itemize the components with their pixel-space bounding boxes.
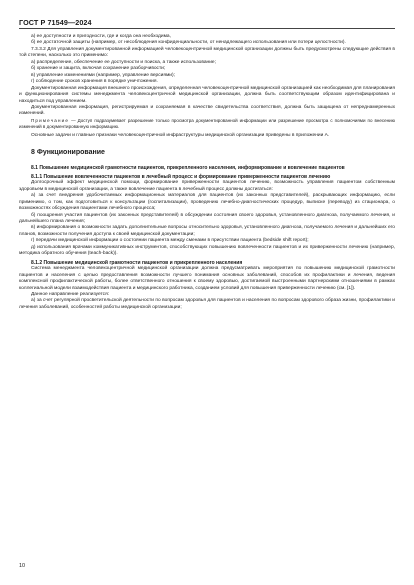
body-paragraph: б) ее достаточной защиты (например, от несоблюдения конфиденциальности, от ненадлежащего использования или потери целостности). (31, 40, 346, 46)
body-paragraph: Документированная информация, регистрируемая и сохраняемая в качестве свидетельства соответствия, должна быть защищена от непреднамеренных изменений. (19, 104, 395, 117)
document-body (19, 34, 395, 311)
body-paragraph: д) использования врачами коммуникативных инструментов, способствующих повышению вовлеченности пациентов и их приверженности лечению (например, методика обратного обучения (teach-back)). (19, 244, 395, 257)
header-divider (19, 28, 395, 29)
body-paragraph: г) соблюдение сроков хранения в порядке уничтожения. (31, 79, 158, 85)
subsection-heading: 8.1.2 Повышение медицинской грамотности пациентов и прикрепленного населения (31, 259, 243, 266)
body-paragraph: а) за счет внедрения удобочитаемых информационных материалов для пациентов (их законных представителей), раскрывающих информацию, если применимо, о том, как подготовиться к консультации (госпитализации), проведению лечебно-диагностических процедур, выписке (переводу) из стационара, о возможностях обсуждения пациентами лечебного процесса; (19, 193, 395, 212)
section-heading: 8 Функционирование (31, 149, 105, 157)
body-paragraph: в) управление изменениями (например, управление версиями); (31, 72, 175, 78)
body-paragraph: г) передачи медицинской информации о состоянии пациента между сменами в присутствии пациента (bedside shift report); (31, 238, 309, 244)
note-text: — Доступ подразумевает разрешение только просмотра документированной информации или разрешение просмотра с полномочиями по внесению изменений в документированную информацию. (19, 117, 395, 129)
subsection-heading: 8.1.1 Повышение вовлеченности пациентов в лечебный процесс и формирование приверженности пациентов лечению (31, 173, 331, 180)
page-number: 10 (19, 563, 26, 569)
body-paragraph: а) распределение, обеспечение ее доступности и поиска, а также использование; (31, 59, 216, 65)
body-paragraph: 7.3.3.2 Для управления документированной информацией человекоцентричной медицинской организации должны быть предусмотрены следующие действия в той степени, насколько это применимо: (19, 46, 395, 59)
body-paragraph: б) поощрения участия пациентов (их законных представителей) в обсуждении состояния своего здоровья, установленного диагноза, получаемого лечения, и дальнейшего плана лечения; (19, 212, 395, 224)
body-paragraph: Документированная информация внешнего происхождения, определенная человекоцентричной медицинской организацией как необходимая для планирования и функционирования системы менеджмента человекоцентричной медицинской организации, должна быть соответствующим образом идентифицирована и находиться под управлением. (19, 85, 395, 104)
subsection-heading: 8.1 Повышение медицинской грамотности пациентов, прикрепленного населения, информирование и вовлечение пациентов (31, 165, 345, 172)
body-paragraph: Долгосрочный эффект медицинской помощи, формирование приверженности пациентов лечению, возможность управления пациентом собственным здоровьем в медицинской организации, а также вовлечение пациента в лечебный процесс должны достигаться: (19, 180, 395, 192)
page-header-title: ГОСТ Р 71549—2024 (19, 18, 92, 27)
body-paragraph: а) за счет регулярной просветительской деятельности по вопросам здоровья для пациентов и населения по вопросам здорового образа жизни, профилактики и лечения заболеваний, особенностей работы медицинской организации; (19, 298, 395, 310)
note-paragraph (19, 118, 395, 130)
body-paragraph: а) ее доступности и пригодности, где и когда она необходима, (31, 34, 171, 39)
body-paragraph: Система менеджмента человекоцентричной медицинской организации должна предусматривать мероприятия по повышению медицинской грамотности пациентов и населения с целью предоставления возможности лучшего понимания основных заболеваний, способов их профилактики и лечения, ведения комплексной профилактической работы, более ответственного отношения к своему здоровью, достигаемой выстроенными партнерскими отношениями в рамках коллегиальной модели взаимодействия пациента и медицинского работника, созданием условий для повышения приверженности лечению (см. [1]). (19, 266, 395, 291)
body-paragraph: Данное направление реализуется: (31, 291, 110, 297)
body-paragraph: Основные задачи и главные признаки человекоцентричной инфраструктуры медицинской организации приведены в приложении А. (31, 132, 330, 138)
body-paragraph: б) хранение и защита, включая сохранение разборчивости; (31, 66, 166, 72)
note-label: Примечание (31, 117, 70, 123)
body-paragraph: в) информирования о возможности задать дополнительные вопросы относительно здоровья, установленного диагноза, получаемого лечения и дальнейших его планов, возможности получения доступа к своей медицинской документации; (19, 225, 395, 237)
